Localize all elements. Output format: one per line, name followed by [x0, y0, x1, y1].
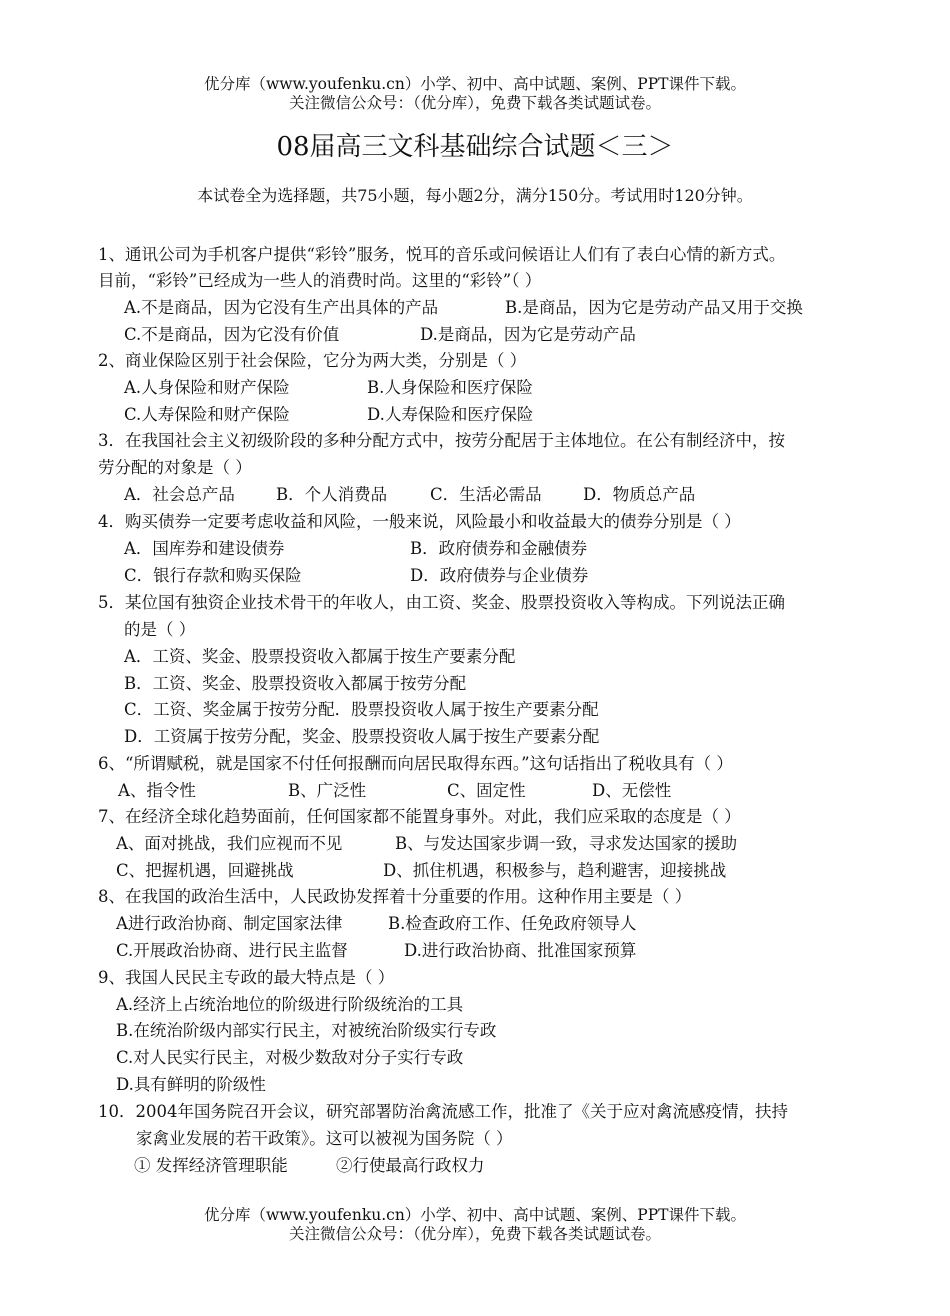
question-1-option-d: D.是商品，因为它是劳动产品 [420, 325, 636, 344]
question-1-stem-line-1: 1、通讯公司为手机客户提供“彩铃”服务，悦耳的音乐或问候语让人们有了表白心情的新方式。 [98, 245, 786, 264]
question-2-option-a: A.人身保险和财产保险 [124, 378, 290, 397]
question-5-stem-line-2: 的是（ ） [124, 620, 196, 639]
question-8-stem: 8、在我国的政治生活中，人民政协发挥着十分重要的作用。这种作用主要是（ ） [98, 887, 692, 906]
question-7-stem: 7、在经济全球化趋势面前，任何国家都不能置身事外。对此，我们应采取的态度是（ ） [98, 807, 741, 826]
header-line-1: 优分库（www.youfenku.cn）小学、初中、高中试题、案例、PPT课件下载。 [203, 75, 747, 93]
question-10-item-1: ① 发挥经济管理职能 [134, 1156, 288, 1175]
question-1-stem-line-2: 目前，“彩铃”已经成为一些人的消费时尚。这里的“彩铃”（ ） [98, 271, 542, 290]
question-6-option-a: A、指令性 [118, 781, 196, 800]
page-header [0, 75, 950, 113]
question-8-option-b: B.检查政府工作、任免政府领导人 [388, 914, 637, 933]
question-3-stem-line-1: 3．在我国社会主义初级阶段的多种分配方式中，按劳分配居于主体地位。在公有制经济中，按 [98, 431, 785, 450]
question-8-option-a: A进行政治协商、制定国家法律 [116, 914, 343, 933]
question-3-option-b: B．个人消费品 [276, 485, 388, 504]
question-3-option-a: A．社会总产品 [124, 485, 235, 504]
question-6-stem: 6、“所谓赋税，就是国家不付任何报酬而向居民取得东西。”这句话指出了税收具有（ ） [98, 754, 733, 773]
question-5-stem-line-1: 5．某位国有独资企业技术骨干的年收人，由工资、奖金、股票投资收入等构成。下列说法正确 [98, 593, 785, 612]
question-5-option-b: B．工资、奖金、股票投资收入都属于按劳分配 [124, 674, 467, 693]
question-1-option-b: B.是商品，因为它是劳动产品又用于交换 [505, 298, 803, 317]
question-10-item-2: ②行使最高行政权力 [336, 1156, 485, 1175]
question-1-option-a: A.不是商品，因为它没有生产出具体的产品 [124, 298, 439, 317]
question-4-option-c: C．银行存款和购买保险 [124, 566, 302, 585]
question-9-option-a: A.经济上占统治地位的阶级进行阶级统治的工具 [116, 995, 464, 1014]
question-2-option-b: B.人身保险和医疗保险 [367, 378, 533, 397]
question-10-stem-line-1: 10．2004年国务院召开会议，研究部署防治禽流感工作，批准了《关于应对禽流感疫情，扶持 [98, 1102, 788, 1121]
exam-intro: 本试卷全为选择题，共75小题，每小题2分，满分150分。考试用时120分钟。 [197, 186, 753, 205]
question-3-option-c: C．生活必需品 [430, 485, 542, 504]
question-6-option-b: B、广泛性 [288, 781, 367, 800]
question-5-option-d: D．工资属于按劳分配，奖金、股票投资收人属于按生产要素分配 [124, 727, 600, 746]
question-1-option-c: C.不是商品，因为它没有价值 [124, 325, 340, 344]
question-5-option-c: C．工资、奖金属于按劳分配．股票投资收人属于按生产要素分配 [124, 700, 599, 719]
question-6-option-d: D、无偿性 [592, 781, 672, 800]
question-10-stem-line-2: 家禽业发展的若干政策》。这可以被视为国务院（ ） [136, 1129, 513, 1148]
question-9-option-c: C.对人民实行民主，对极少数敌对分子实行专政 [116, 1048, 464, 1067]
question-7-option-d: D、抓住机遇，积极参与，趋利避害，迎接挑战 [383, 861, 727, 880]
question-3-option-d: D．物质总产品 [583, 485, 696, 504]
question-7-option-a: A、面对挑战，我们应视而不见 [116, 834, 343, 853]
question-8-option-c: C.开展政治协商、进行民主监督 [116, 941, 348, 960]
question-4-option-a: A．国库券和建设债券 [124, 539, 285, 558]
question-9-option-d: D.具有鲜明的阶级性 [116, 1075, 266, 1094]
exam-title: 08届高三文科基础综合试题＜三＞ [276, 132, 674, 162]
question-6-option-c: C、固定性 [447, 781, 526, 800]
question-4-stem: 4．购买债券一定要考虑收益和风险，一般来说，风险最小和收益最大的债券分别是（ ） [98, 512, 741, 531]
question-2-option-c: C.人寿保险和财产保险 [124, 405, 290, 424]
question-4-option-b: B．政府债券和金融债券 [410, 539, 588, 558]
question-4-option-d: D．政府债券与企业债券 [410, 566, 589, 585]
question-2-option-d: D.人寿保险和医疗保险 [367, 405, 534, 424]
question-7-option-c: C、把握机遇，回避挑战 [116, 861, 294, 880]
question-9-stem: 9、我国人民民主专政的最大特点是（ ） [98, 968, 395, 987]
question-9-option-b: B.在统治阶级内部实行民主，对被统治阶级实行专政 [116, 1021, 497, 1040]
footer-line-1: 优分库（www.youfenku.cn）小学、初中、高中试题、案例、PPT课件下载。 [203, 1206, 747, 1224]
question-7-option-b: B、与发达国家步调一致，寻求发达国家的援助 [395, 834, 738, 853]
header-line-2: 关注微信公众号：（优分库），免费下载各类试题试卷。 [288, 94, 661, 112]
question-3-stem-line-2: 劳分配的对象是（ ） [98, 458, 252, 477]
question-2-stem: 2、商业保险区别于社会保险，它分为两大类，分别是（ ） [98, 351, 527, 370]
question-8-option-d: D.进行政治协商、批准国家预算 [404, 941, 637, 960]
page-footer [0, 1206, 950, 1244]
question-5-option-a: A．工资、奖金、股票投资收入都属于按生产要素分配 [124, 647, 516, 666]
footer-line-2: 关注微信公众号：（优分库），免费下载各类试题试卷。 [288, 1225, 661, 1243]
